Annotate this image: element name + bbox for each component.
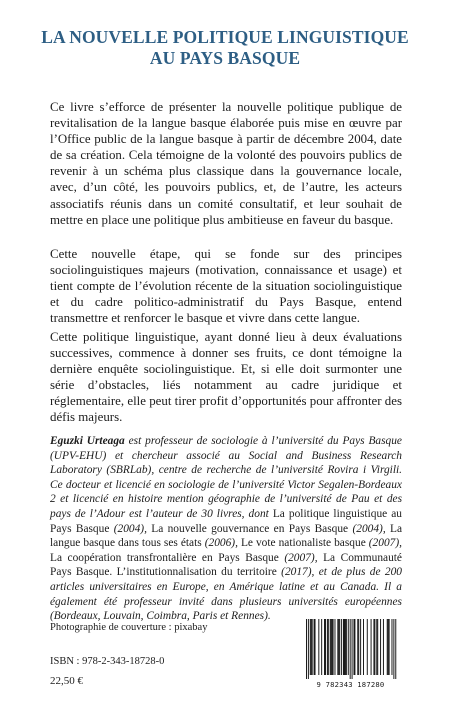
- barcode-bar: [389, 619, 390, 675]
- barcode-bar: [306, 619, 307, 679]
- bio-text: est professeur de sociologie à l’université du Pays Basque (UPV-EHU) et chercheur associé au Social and Business Research Laboratory (SBRLab), centre de recherche de l’université Rovira i Virgili. Ce docteur et licencié en sociologie de l’université Victor Segalen-Bordeaux 2 et licencié en histoire mention géographie de l’université de Pau et des pays de l’Adour est l’auteur de 30 livres, dont: [50, 435, 402, 520]
- barcode-bar: [318, 619, 319, 675]
- barcode-bar: [376, 619, 377, 675]
- isbn: ISBN : 978-2-343-18728-0: [50, 656, 165, 667]
- barcode-bar: [363, 619, 364, 675]
- barcode-bar: [377, 619, 378, 675]
- book-title-1: La politique linguistique au Pays Basque: [50, 507, 402, 535]
- barcode-bar: [341, 619, 342, 675]
- barcode-bar: [360, 619, 361, 675]
- title-line-2: AU PAYS BASQUE: [149, 48, 301, 68]
- barcode-bar: [321, 619, 322, 675]
- barcode-bar: [383, 619, 384, 675]
- barcode-bar: [325, 619, 326, 675]
- book-title-3: La langue basque dans tous ses états: [50, 522, 403, 550]
- book-year-1: (2004),: [109, 522, 152, 535]
- book-title-2: La nouvelle gouvernance en Pays Basque: [151, 522, 349, 535]
- barcode-bar: [330, 619, 331, 675]
- barcode-bar: [337, 619, 338, 675]
- summary-paragraph-2: Cette nouvelle étape, qui se fonde sur des principes sociolinguistiques majeurs (motivation, connaissance et usage) et tient compte de l’évolution récente de la situation sociolinguistique et du cadre politico-administratif du Pays Basque, entend transmettre et renforcer le basque et vivre dans cette langue.: [50, 247, 402, 326]
- barcode-bar: [374, 619, 375, 675]
- book-year-5: (2007),: [278, 551, 324, 564]
- barcode-bar: [354, 619, 355, 675]
- barcode-bar: [348, 619, 349, 675]
- barcode-bar: [371, 619, 372, 675]
- barcode-bar: [310, 619, 311, 675]
- book-year-3: (2006),: [201, 537, 241, 550]
- barcode-bar: [339, 619, 340, 675]
- barcode-bar: [328, 619, 329, 675]
- book-title-5: La coopération transfrontalière en Pays Basque: [50, 551, 279, 564]
- barcode-bar: [345, 619, 346, 675]
- barcode: [299, 617, 402, 691]
- barcode-bar: [352, 619, 353, 679]
- bio-text-end: (2017), et de plus de 200 articles universitaires en Europe, en Amérique latine et au Canada. Il a également été professeur invité dans plusieurs universités européennes (Bordeaux, Louvain, Coimbra, Paris et Rennes).: [50, 566, 402, 623]
- barcode-bar: [331, 619, 332, 675]
- book-year-2: (2004),: [348, 522, 390, 535]
- barcode-bar: [346, 619, 347, 675]
- barcode-bar: [354, 619, 355, 675]
- barcode-bar: [308, 619, 309, 679]
- barcode-bar: [335, 619, 336, 675]
- title-line-1: LA NOUVELLE POLITIQUE LINGUISTIQUE: [41, 27, 409, 47]
- barcode-bars: [299, 617, 402, 679]
- barcode-bar: [332, 619, 333, 675]
- book-year-4: (2007),: [365, 537, 402, 550]
- barcode-bar: [315, 619, 316, 675]
- barcode-bar: [324, 619, 325, 675]
- author-name: Eguzki Urteaga: [50, 435, 125, 447]
- barcode-bar: [333, 619, 334, 675]
- barcode-bar: [344, 619, 345, 675]
- author-bio: [50, 434, 402, 624]
- photo-credit: Photographie de couverture : pixabay: [50, 622, 208, 633]
- barcode-bar: [388, 619, 389, 675]
- summary-paragraph-3: Cette politique linguistique, ayant donné lieu à deux évaluations successives, commence à donner ses fruits, ce dont témoigne la dernière enquête sociolinguistique. Et, si elle doit surmonter une série d’obstacles, liés notamment au cadre juridique et réglementaire, elle peut tirer profit d’opportunités pour affronter des défis majeurs.: [50, 330, 402, 425]
- barcode-bar: [314, 619, 315, 675]
- book-title-4: Le vote nationaliste basque: [240, 537, 366, 550]
- barcode-bar: [392, 619, 393, 675]
- barcode-bar: [357, 619, 358, 675]
- barcode-bar: [311, 619, 312, 675]
- barcode-bar: [338, 619, 339, 675]
- barcode-bar: [395, 619, 396, 679]
- barcode-bar: [350, 619, 351, 679]
- barcode-bar: [312, 619, 313, 675]
- barcode-bar: [393, 619, 394, 679]
- barcode-bar: [358, 619, 359, 675]
- barcode-bar: [387, 619, 388, 675]
- barcode-bar: [343, 619, 344, 675]
- barcode-bar: [380, 619, 381, 675]
- price: 22,50 €: [50, 675, 83, 687]
- barcode-digits: 9 782343 187280: [316, 680, 385, 689]
- barcode-bar: [373, 619, 374, 675]
- barcode-bar: [367, 619, 368, 675]
- summary-paragraph-1: Ce livre s’efforce de présenter la nouvelle politique publique de revitalisation de la langue basque élaborée puis mise en œuvre par l’Office public de la langue basque à partir de décembre 2004, date de sa création. Cela témoigne de la volonté des pouvoirs publics de revenir à un schéma plus classique dans la gouvernance locale, avec, d’un côté, les pouvoirs publics, et, de l’autre, les acteurs associatifs réunis dans un comité consultatif, et leur souhait de mettre en place une politique plus ambitieuse en faveur du basque.: [50, 100, 402, 227]
- book-title-6: La Communauté Pays Basque. L’institutionnalisation du territoire: [50, 551, 402, 579]
- barcode-bar: [327, 619, 328, 675]
- book-title: [0, 27, 450, 69]
